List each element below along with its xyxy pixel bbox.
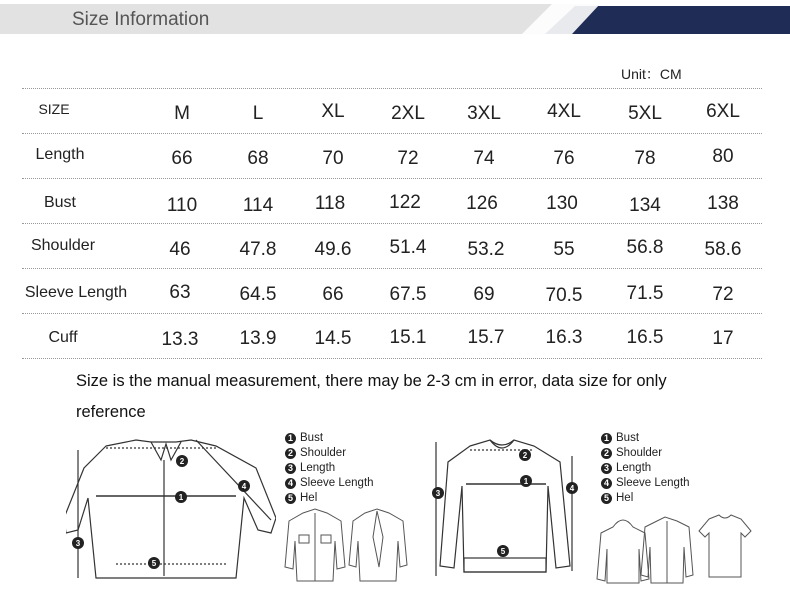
table-cell: 110 xyxy=(166,195,198,216)
jacket-thumbnails xyxy=(283,507,411,585)
size-cell: 5XL xyxy=(628,103,662,124)
legend-number: 1 xyxy=(601,433,612,444)
marker-3-label: 3 xyxy=(435,489,441,498)
size-cell: 3XL xyxy=(467,103,501,124)
legend-text: Length xyxy=(300,462,336,474)
legend-number: 2 xyxy=(285,448,296,459)
size-cell: 2XL xyxy=(391,103,425,124)
table-cell: 58.6 xyxy=(704,239,742,260)
table-cell: 51.4 xyxy=(389,237,427,258)
marker-1-label: 1 xyxy=(178,493,184,502)
row-label-cuff: Cuff xyxy=(48,329,78,346)
table-cell: 69 xyxy=(473,284,495,305)
table-cell: 13.9 xyxy=(239,328,277,349)
table-cell: 70.5 xyxy=(545,285,583,306)
size-cell: 6XL xyxy=(706,101,740,122)
row-divider xyxy=(22,358,762,359)
row-label-shoulder: Shoulder xyxy=(30,237,96,254)
table-cell: 66 xyxy=(171,148,193,169)
size-header: SIZE xyxy=(38,101,70,117)
legend-number: 3 xyxy=(601,463,612,474)
table-cell: 15.1 xyxy=(389,327,427,348)
table-cell: 138 xyxy=(707,193,739,214)
row-divider xyxy=(22,178,762,179)
table-cell: 72 xyxy=(397,148,419,169)
table-cell: 17 xyxy=(712,328,734,349)
row-divider xyxy=(22,88,762,89)
table-cell: 67.5 xyxy=(389,284,427,305)
table-cell: 63 xyxy=(169,282,191,303)
table-cell: 64.5 xyxy=(239,284,277,305)
legend-text: Sleeve Length xyxy=(616,477,690,489)
marker-5-label: 5 xyxy=(500,547,506,556)
legend-text: Shoulder xyxy=(300,447,347,459)
table-cell: 68 xyxy=(247,148,269,169)
table-cell: 46 xyxy=(169,239,191,260)
row-label-length: Length xyxy=(35,146,85,163)
table-cell: 72 xyxy=(712,284,734,305)
table-cell: 70 xyxy=(322,148,344,169)
top-thumbnails xyxy=(595,513,755,585)
marker-2-label: 2 xyxy=(522,451,528,460)
table-cell: 56.8 xyxy=(626,237,664,258)
marker-4-label: 4 xyxy=(241,482,247,491)
table-cell: 78 xyxy=(634,148,656,169)
table-cell: 130 xyxy=(546,193,578,214)
table-cell: 49.6 xyxy=(314,239,352,260)
row-divider xyxy=(22,223,762,224)
row-divider xyxy=(22,133,762,134)
table-cell: 80 xyxy=(712,146,734,167)
tshirt-icon xyxy=(699,515,751,577)
sweater-measurement-diagram xyxy=(430,436,580,582)
table-cell: 53.2 xyxy=(467,239,505,260)
table-cell: 15.7 xyxy=(467,327,505,348)
legend-number: 2 xyxy=(601,448,612,459)
size-cell: M xyxy=(174,103,190,124)
row-divider xyxy=(22,313,762,314)
table-cell: 55 xyxy=(553,239,575,260)
table-cell: 118 xyxy=(314,193,346,214)
measurement-legend-left xyxy=(285,431,374,506)
table-cell: 47.8 xyxy=(239,239,277,260)
marker-5-label: 5 xyxy=(151,559,157,568)
marker-3-label: 3 xyxy=(75,539,81,548)
blazer-icon xyxy=(349,509,407,581)
table-cell: 71.5 xyxy=(626,283,664,304)
measurement-note-line2: reference xyxy=(76,403,146,421)
measurement-note-line1: Size is the manual measurement, there may be 2-3 cm in error, data size for only xyxy=(76,372,667,390)
page-title: Size Information xyxy=(72,9,210,30)
row-label-sleeve-length: Sleeve Length xyxy=(24,284,128,301)
legend-number: 5 xyxy=(285,493,296,504)
legend-text: Hel xyxy=(616,492,634,504)
size-cell: L xyxy=(252,103,264,124)
legend-number: 3 xyxy=(285,463,296,474)
marker-1-label: 1 xyxy=(523,477,529,486)
marker-2-label: 2 xyxy=(179,457,185,466)
legend-text: Bust xyxy=(300,432,324,444)
legend-number: 5 xyxy=(601,493,612,504)
legend-number: 4 xyxy=(601,478,612,489)
table-cell: 76 xyxy=(553,148,575,169)
marker-4-label: 4 xyxy=(569,484,575,493)
size-cell: XL xyxy=(321,101,345,122)
legend-text: Length xyxy=(616,462,652,474)
measurement-legend-right xyxy=(601,431,690,506)
table-cell: 14.5 xyxy=(314,328,352,349)
unit-label: Unit：CM xyxy=(621,66,682,82)
table-cell: 134 xyxy=(629,195,661,216)
size-cell: 4XL xyxy=(547,101,581,122)
table-cell: 66 xyxy=(322,284,344,305)
legend-number: 1 xyxy=(285,433,296,444)
table-cell: 13.3 xyxy=(161,329,199,350)
row-divider xyxy=(22,268,762,269)
legend-text: Hel xyxy=(300,492,318,504)
table-cell: 74 xyxy=(473,148,495,169)
legend-text: Shoulder xyxy=(616,447,663,459)
table-cell: 126 xyxy=(466,193,498,214)
legend-number: 4 xyxy=(285,478,296,489)
table-cell: 16.3 xyxy=(545,327,583,348)
table-cell: 122 xyxy=(389,192,421,213)
legend-text: Sleeve Length xyxy=(300,477,374,489)
legend-text: Bust xyxy=(616,432,640,444)
table-cell: 114 xyxy=(242,195,274,216)
shirt-measurement-diagram xyxy=(66,438,276,584)
table-cell: 16.5 xyxy=(626,327,664,348)
row-label-bust: Bust xyxy=(43,194,76,211)
